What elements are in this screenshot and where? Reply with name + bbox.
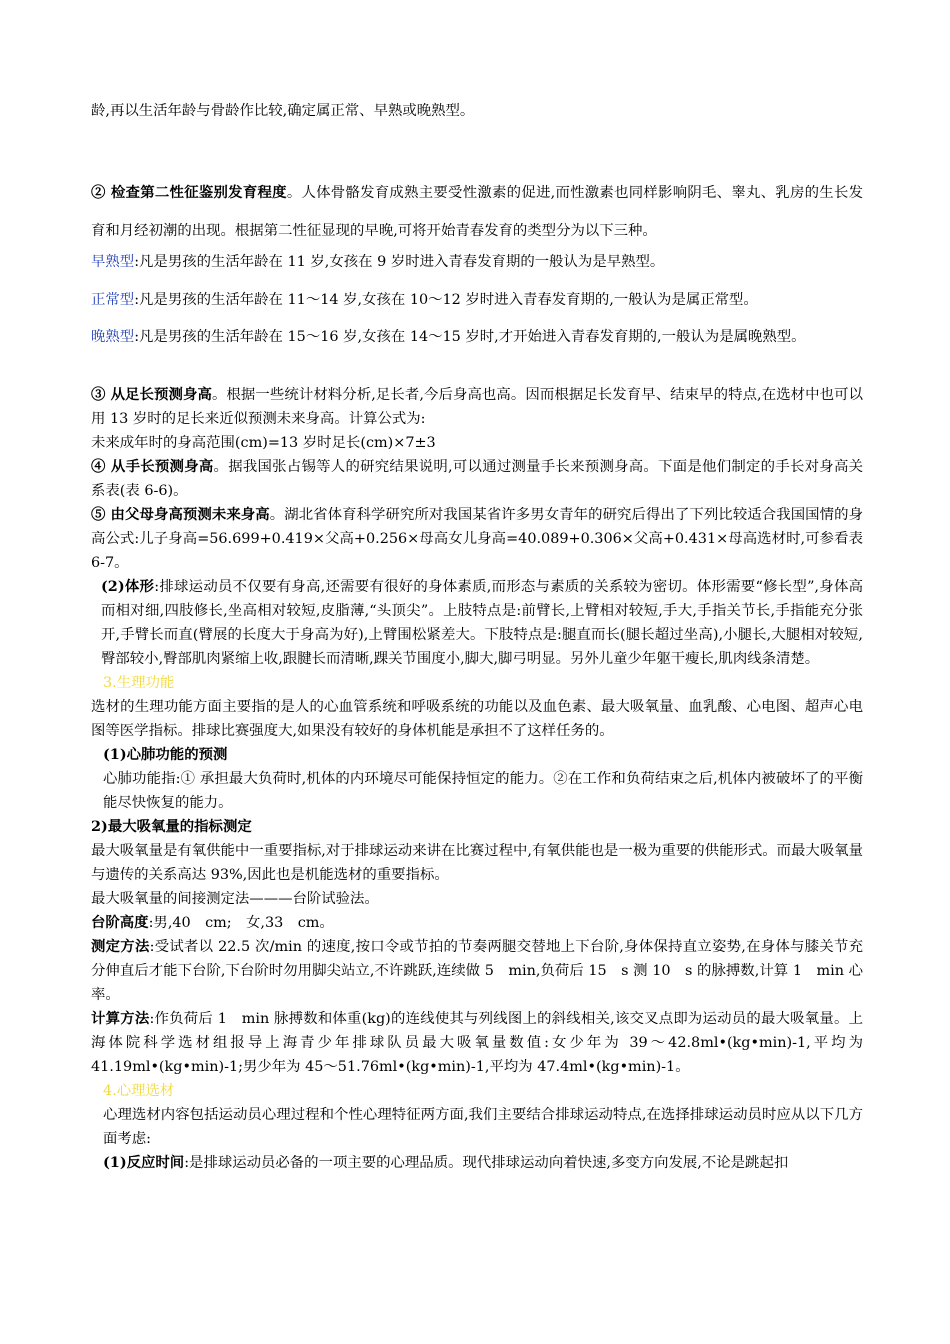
heading-measure-method: 测定方法: [91, 938, 150, 955]
paragraph-psychology: 心理选材内容包括运动员心理过程和个性心理特征两方面,我们主要结合排球运动特点,在选择排球运动员时应从以下几方面考虑:: [103, 1107, 863, 1147]
paragraph-hand-length: [91, 455, 863, 503]
label-normal-type: 正常型: [91, 292, 135, 308]
heading-psychology-text: 4.心理选材: [103, 1083, 175, 1099]
heading-physiology-text: 3.生理功能: [103, 675, 175, 691]
paragraph-parent-height: [91, 503, 863, 575]
section-secondary-sex: [91, 174, 863, 250]
paragraph-measure-method: [91, 935, 863, 1007]
text-parent-height: 。湖北省体育科学研究所对我国某省许多男女青年的研究后得出了下列比较适合我国国情的身高公式:儿子身高=56.699+0.419×父高+0.256×母高女儿身高=40.089+0.306×父高+0.431×母高选材时,可参看表 6-7。: [91, 507, 863, 571]
paragraph-physiology: 选材的生理功能方面主要指的是人的心血管系统和呼吸系统的功能以及血色素、最大吸氧量、血乳酸、心电图、超声心电图等医学指标。排球比赛强度大,如果没有较好的身体机能是承担不了这样任务的。: [91, 699, 863, 739]
paragraph-secondary-sex: [91, 174, 863, 250]
heading-foot-length: ③ 从足长预测身高: [91, 386, 212, 403]
text-early-type: :凡是男孩的生活年龄在 11 岁,女孩在 9 岁时进入青春发育期的一般认为是早熟型。: [134, 254, 665, 270]
text-measure-method: :受试者以 22.5 次/min 的速度,按口令或节拍的节奏两腿交替地上下台阶,身体保持直立姿势,在身体与膝关节充分伸直后才能下台阶,下台阶时勿用脚尖站立,不许跳跃,连续做 5 min,负荷后 15 s 测 10 s 的脉搏数,计算 1 min 心率。: [91, 939, 863, 1003]
text-step-height: :男,40 cm; 女,33 cm。: [148, 915, 334, 931]
paragraph-vo2max: 最大吸氧量是有氧供能中一重要指标,对于排球运动来讲在比赛过程中,有氧供能也是一极为重要的供能形式。而最大吸氧量与遗传的关系高达 93%,因此也是机能选材的重要指标。: [91, 843, 863, 883]
heading-physiology: [91, 671, 863, 695]
text-late-type: :凡是男孩的生活年龄在 15～16 岁,女孩在 14～15 岁时,才开始进入青春发育期的,一般认为是属晚熟型。: [134, 329, 806, 345]
heading-reaction-time: (1)反应时间: [103, 1154, 185, 1171]
paragraph-body-shape: [91, 575, 863, 671]
text-reaction-time: :是排球运动员必备的一项主要的心理品质。现代排球运动向着快速,多变方向发展,不论是跳起扣: [184, 1155, 789, 1171]
paragraph-bone-age: 龄,再以生活年龄与骨龄作比较,确定属正常、早熟或晚熟型。: [91, 103, 475, 119]
paragraph-early-type: [91, 250, 863, 274]
heading-psychology: [91, 1079, 863, 1103]
text-secondary-sex: 。人体骨骼发育成熟主要受性激素的促进,而性激素也同样影响阴毛、睾丸、乳房的: [286, 185, 820, 201]
paragraph-step-test: 最大吸氧量的间接测定法———台阶试验法。: [91, 891, 379, 907]
paragraph-normal-type: [91, 288, 863, 312]
paragraph-cardiopulmonary: 心肺功能指:① 承担最大负荷时,机体的内环境尽可能保持恒定的能力。②在工作和负荷结束之后,机体内被破坏了的平衡能尽快恢复的能力。: [103, 771, 863, 811]
text-body-shape: :排球运动员不仅要有身高,还需要有很好的身体素质,而形态与素质的关系较为密切。体形需要“修长型”,身体高而相对细,四肢修长,坐高相对较短,皮脂薄,“头顶尖”。上肢特点是:前臂长,上臂相对较短,手大,手指关节长,手指能充分张开,手臂长而直(臂展的长度大于身高为好),上臂围松紧差大。下肢特点是:腿直而长(腿长超过坐高),小腿长,大腿相对较短,臀部较小,臀部肌肉紧缩上收,跟腱长而清晰,踝关节围度小,脚大,脚弓明显。另外儿童少年躯干瘦长,肌肉线条清楚。: [101, 579, 863, 667]
heading-secondary-sex: ② 检查第二性征鉴别发育程度: [91, 184, 287, 201]
text-hand-length: 。据我国张占锡等人的研究结果说明,可以通过测量手长来预测身高。下面是他们制定的手长对身高关系表(表 6-6)。: [91, 459, 863, 499]
heading-cardiopulmonary: (1)心肺功能的预测: [103, 746, 228, 763]
label-early-type: 早熟型: [91, 254, 135, 270]
text-normal-type: :凡是男孩的生活年龄在 11～14 岁,女孩在 10～12 岁时进入青春发育期的,一般认为是属正常型。: [134, 292, 758, 308]
heading-hand-length: ④ 从手长预测身高: [91, 458, 214, 475]
heading-step-height: 台阶高度: [91, 914, 149, 931]
heading-calc-method: 计算方法: [91, 1010, 150, 1027]
paragraph-late-type: [91, 325, 863, 349]
formula-foot-length: 未来成年时的身高范围(cm)=13 岁时足长(cm)×7±3: [91, 435, 436, 451]
text-secondary-sex-2: 生长发育和月经初潮的出现。根据第二性征显现的早晚,可将开始青春发育的类型分为以下三种。: [91, 185, 863, 239]
heading-vo2max: 2)最大吸氧量的指标测定: [91, 818, 252, 835]
heading-parent-height: ⑤ 由父母身高预测未来身高: [91, 506, 270, 523]
heading-body-shape: (2)体形: [101, 578, 155, 595]
body-section: [91, 383, 863, 1175]
text-foot-length: 。根据一些统计材料分析,足长者,今后身高也高。因而根据足长发育早、结束早的特点,在选材中也可以用 13 岁时的足长来近似预测未来身高。计算公式为:: [91, 387, 863, 427]
paragraph-reaction-time: [91, 1151, 863, 1175]
paragraph-step-height: [91, 911, 863, 935]
paragraph-calc-method: [91, 1007, 863, 1079]
label-late-type: 晚熟型: [91, 329, 135, 345]
text-calc-method: :作负荷后 1 min 脉搏数和体重(kg)的连线使其与列线图上的斜线相关,该交叉点即为运动员的最大吸氧量。上海体院科学选材组报导上海青少年排球队员最大吸氧量数值:女少年为 39～42.8ml•(kg•min)-1,平均为 41.19ml•(kg•min)-1;男少年为 45～51.76ml•(kg•min)-1,平均为 47.4ml•(kg•min)-1。: [91, 1011, 863, 1075]
paragraph-foot-length: [91, 383, 863, 431]
